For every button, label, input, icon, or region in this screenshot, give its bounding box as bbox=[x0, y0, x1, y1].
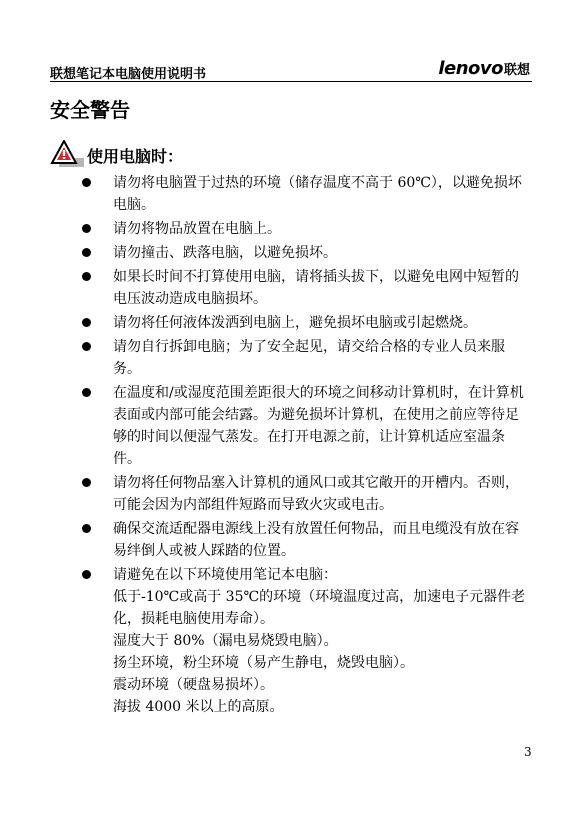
list-item-text: 如果长时间不打算使用电脑，请将插头拔下，以避免电网中短暂的电压波动造成电脑损坏。 bbox=[113, 269, 519, 307]
section-title: 安全警告 bbox=[50, 98, 130, 122]
bullet-icon bbox=[82, 478, 91, 487]
environment-list bbox=[113, 586, 532, 718]
brand-chinese-text: 联想 bbox=[503, 63, 530, 78]
bullet-icon bbox=[82, 178, 91, 187]
lenovo-logo bbox=[438, 58, 530, 79]
list-item bbox=[0, 564, 578, 718]
manual-title: 联想笔记本电脑使用说明书 bbox=[50, 67, 207, 82]
bullet-icon bbox=[82, 318, 91, 327]
list-item-text: 在温度和/或湿度范围差距很大的环境之间移动计算机时，在计算机表面或内部可能会结露。为避免损坏计算机，在使用之前应等待足够的时间以便湿气蒸发。在打开电源之前，让计算机适应室温条件。 bbox=[113, 385, 524, 467]
warning-triangle-icon bbox=[50, 140, 86, 168]
warning-list bbox=[0, 172, 578, 718]
list-item-text: 请勿自行拆卸电脑；为了安全起见，请交给合格的专业人员来服务。 bbox=[113, 339, 505, 377]
list-item bbox=[0, 336, 578, 380]
list-item bbox=[0, 172, 578, 216]
environment-line: 湿度大于 80%（漏电易烧毁电脑）。 bbox=[113, 633, 338, 649]
list-item-text: 确保交流适配器电源线上没有放置任何物品，而且电缆没有放在容易绊倒人或被人踩踏的位置。 bbox=[113, 521, 519, 559]
bullet-icon bbox=[82, 248, 91, 257]
environment-line: 低于-10℃或高于 35℃的环境（环境温度过高，加速电子元器件老化，损耗电脑使用寿命）。 bbox=[113, 589, 526, 627]
environment-line: 扬尘环境，粉尘环境（易产生静电，烧毁电脑）。 bbox=[113, 655, 414, 671]
page-header bbox=[50, 58, 532, 80]
page-number: 3 bbox=[524, 745, 532, 759]
list-item-text: 请勿撞击、跌落电脑，以避免损坏。 bbox=[113, 245, 337, 261]
list-item bbox=[0, 382, 578, 470]
header-divider bbox=[50, 81, 532, 82]
subheading-text: 使用电脑时： bbox=[87, 147, 184, 166]
bullet-icon bbox=[82, 272, 91, 281]
environment-line: 震动环境（硬盘易损坏）。 bbox=[113, 677, 274, 693]
bullet-icon bbox=[82, 524, 91, 533]
list-item bbox=[0, 266, 578, 310]
list-item bbox=[0, 312, 578, 334]
list-item-text: 请勿将任何物品塞入计算机的通风口或其它敞开的开槽内。否则，可能会因为内部组件短路而导致火灾或电击。 bbox=[113, 475, 519, 513]
environment-line: 海拔 4000 米以上的高原。 bbox=[113, 699, 284, 715]
list-item-text: 请避免在以下环境使用笔记本电脑： bbox=[113, 567, 337, 583]
list-item-text: 请勿将电脑置于过热的环境（储存温度不高于 60℃），以避免损坏电脑。 bbox=[113, 175, 522, 213]
list-item bbox=[0, 218, 578, 240]
bullet-icon bbox=[82, 570, 91, 579]
list-item-text: 请勿将物品放置在电脑上。 bbox=[113, 221, 281, 237]
list-item bbox=[0, 518, 578, 562]
list-item bbox=[0, 472, 578, 516]
bullet-icon bbox=[82, 342, 91, 351]
bullet-icon bbox=[82, 388, 91, 397]
subheading bbox=[50, 140, 183, 168]
brand-logo-text: lenovo bbox=[438, 58, 503, 79]
list-item bbox=[0, 242, 578, 264]
bullet-icon bbox=[82, 224, 91, 233]
list-item-text: 请勿将任何液体泼洒到电脑上，避免损坏电脑或引起燃烧。 bbox=[113, 315, 477, 331]
